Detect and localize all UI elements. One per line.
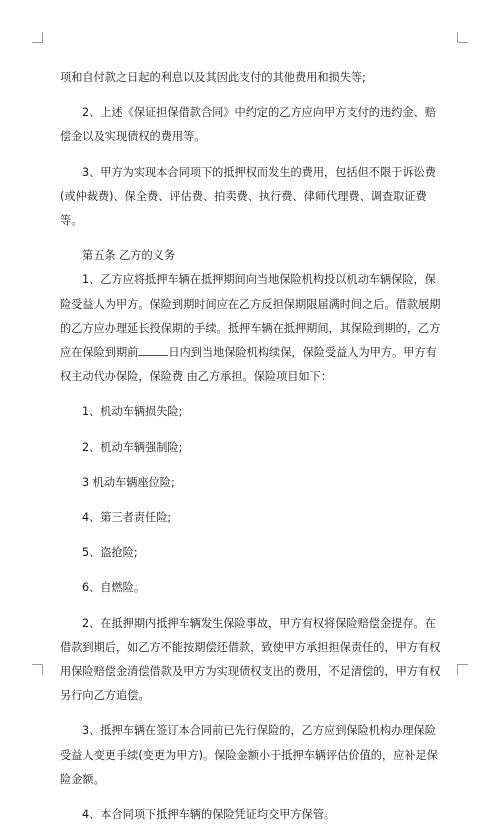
paragraph-obligation-4: 4、本合同项下抵押车辆的保险凭证均交甲方保管。 xyxy=(82,808,336,822)
blank-days-field xyxy=(138,343,168,356)
obligation-1-text-b: 日内到当地保险机构续保，保险受益人为甲方。甲方有权主动代办保险，保险费 由乙方承担。保险项目如下： xyxy=(60,346,437,384)
paragraph-continuation: 项和自付款之日起的利息以及其因此支付的其他费用和损失等; xyxy=(60,71,366,84)
paragraph-obligation-1 xyxy=(60,268,442,389)
crop-mark-top-right xyxy=(457,32,468,43)
crop-mark-bottom-right xyxy=(457,664,468,675)
section-heading-article-5: 第五条 乙方的义务 xyxy=(82,249,176,263)
insurance-item-3: 3 机动车辆座位险; xyxy=(82,475,175,489)
paragraph-clause-3: 3、甲方为实现本合同项下的抵押权而发生的费用，包括但不限于诉讼费(或仲裁费)、保全费、评估费、拍卖费、执行费、律师代理费、调查取证费等。 xyxy=(60,165,436,228)
insurance-item-2: 2、机动车辆强制险; xyxy=(82,440,183,454)
insurance-item-4: 4、第三者责任险; xyxy=(82,511,172,525)
insurance-item-5: 5、盗抢险; xyxy=(82,546,138,560)
crop-mark-top-left xyxy=(32,32,43,43)
insurance-item-6: 6、自燃险。 xyxy=(82,581,146,595)
document-page xyxy=(60,66,442,827)
paragraph-obligation-3: 3、抵押车辆在签订本合同前已先行保险的，乙方应到保险机构办理保险受益人变更手续(变更为甲方)。保险金额小于抵押车辆评估价值的，应补足保险金额。 xyxy=(60,724,438,786)
crop-mark-bottom-left xyxy=(32,664,43,675)
paragraph-obligation-2: 2、在抵押期内抵押车辆发生保险事故，甲方有权将保险赔偿金提存。在借款到期后，如乙方不能按期偿还借款，致使甲方承担担保责任的，甲方有权用保险赔偿金清偿借款及甲方为实现债权支出的费用，不足清偿的，甲方有权另行向乙方追偿。 xyxy=(60,616,441,703)
paragraph-clause-2: 2、上述《保证担保借款合同》中约定的乙方应向甲方支付的违约金、赔偿金以及实现债权的费用等。 xyxy=(60,106,436,144)
insurance-item-1: 1、机动车辆损失险; xyxy=(82,405,183,419)
obligation-1-text-a: 1、乙方应将抵押车辆在抵押期间向当地保险机构投以机动车辆保险，保险受益人为甲方。保险到期时间应在乙方反担保期限届满时间之后。借款展期的乙方应办理延长投保期的手续。抵押车辆在抵押期间，其保险到期的，乙方应在保险到期前 xyxy=(60,273,441,360)
